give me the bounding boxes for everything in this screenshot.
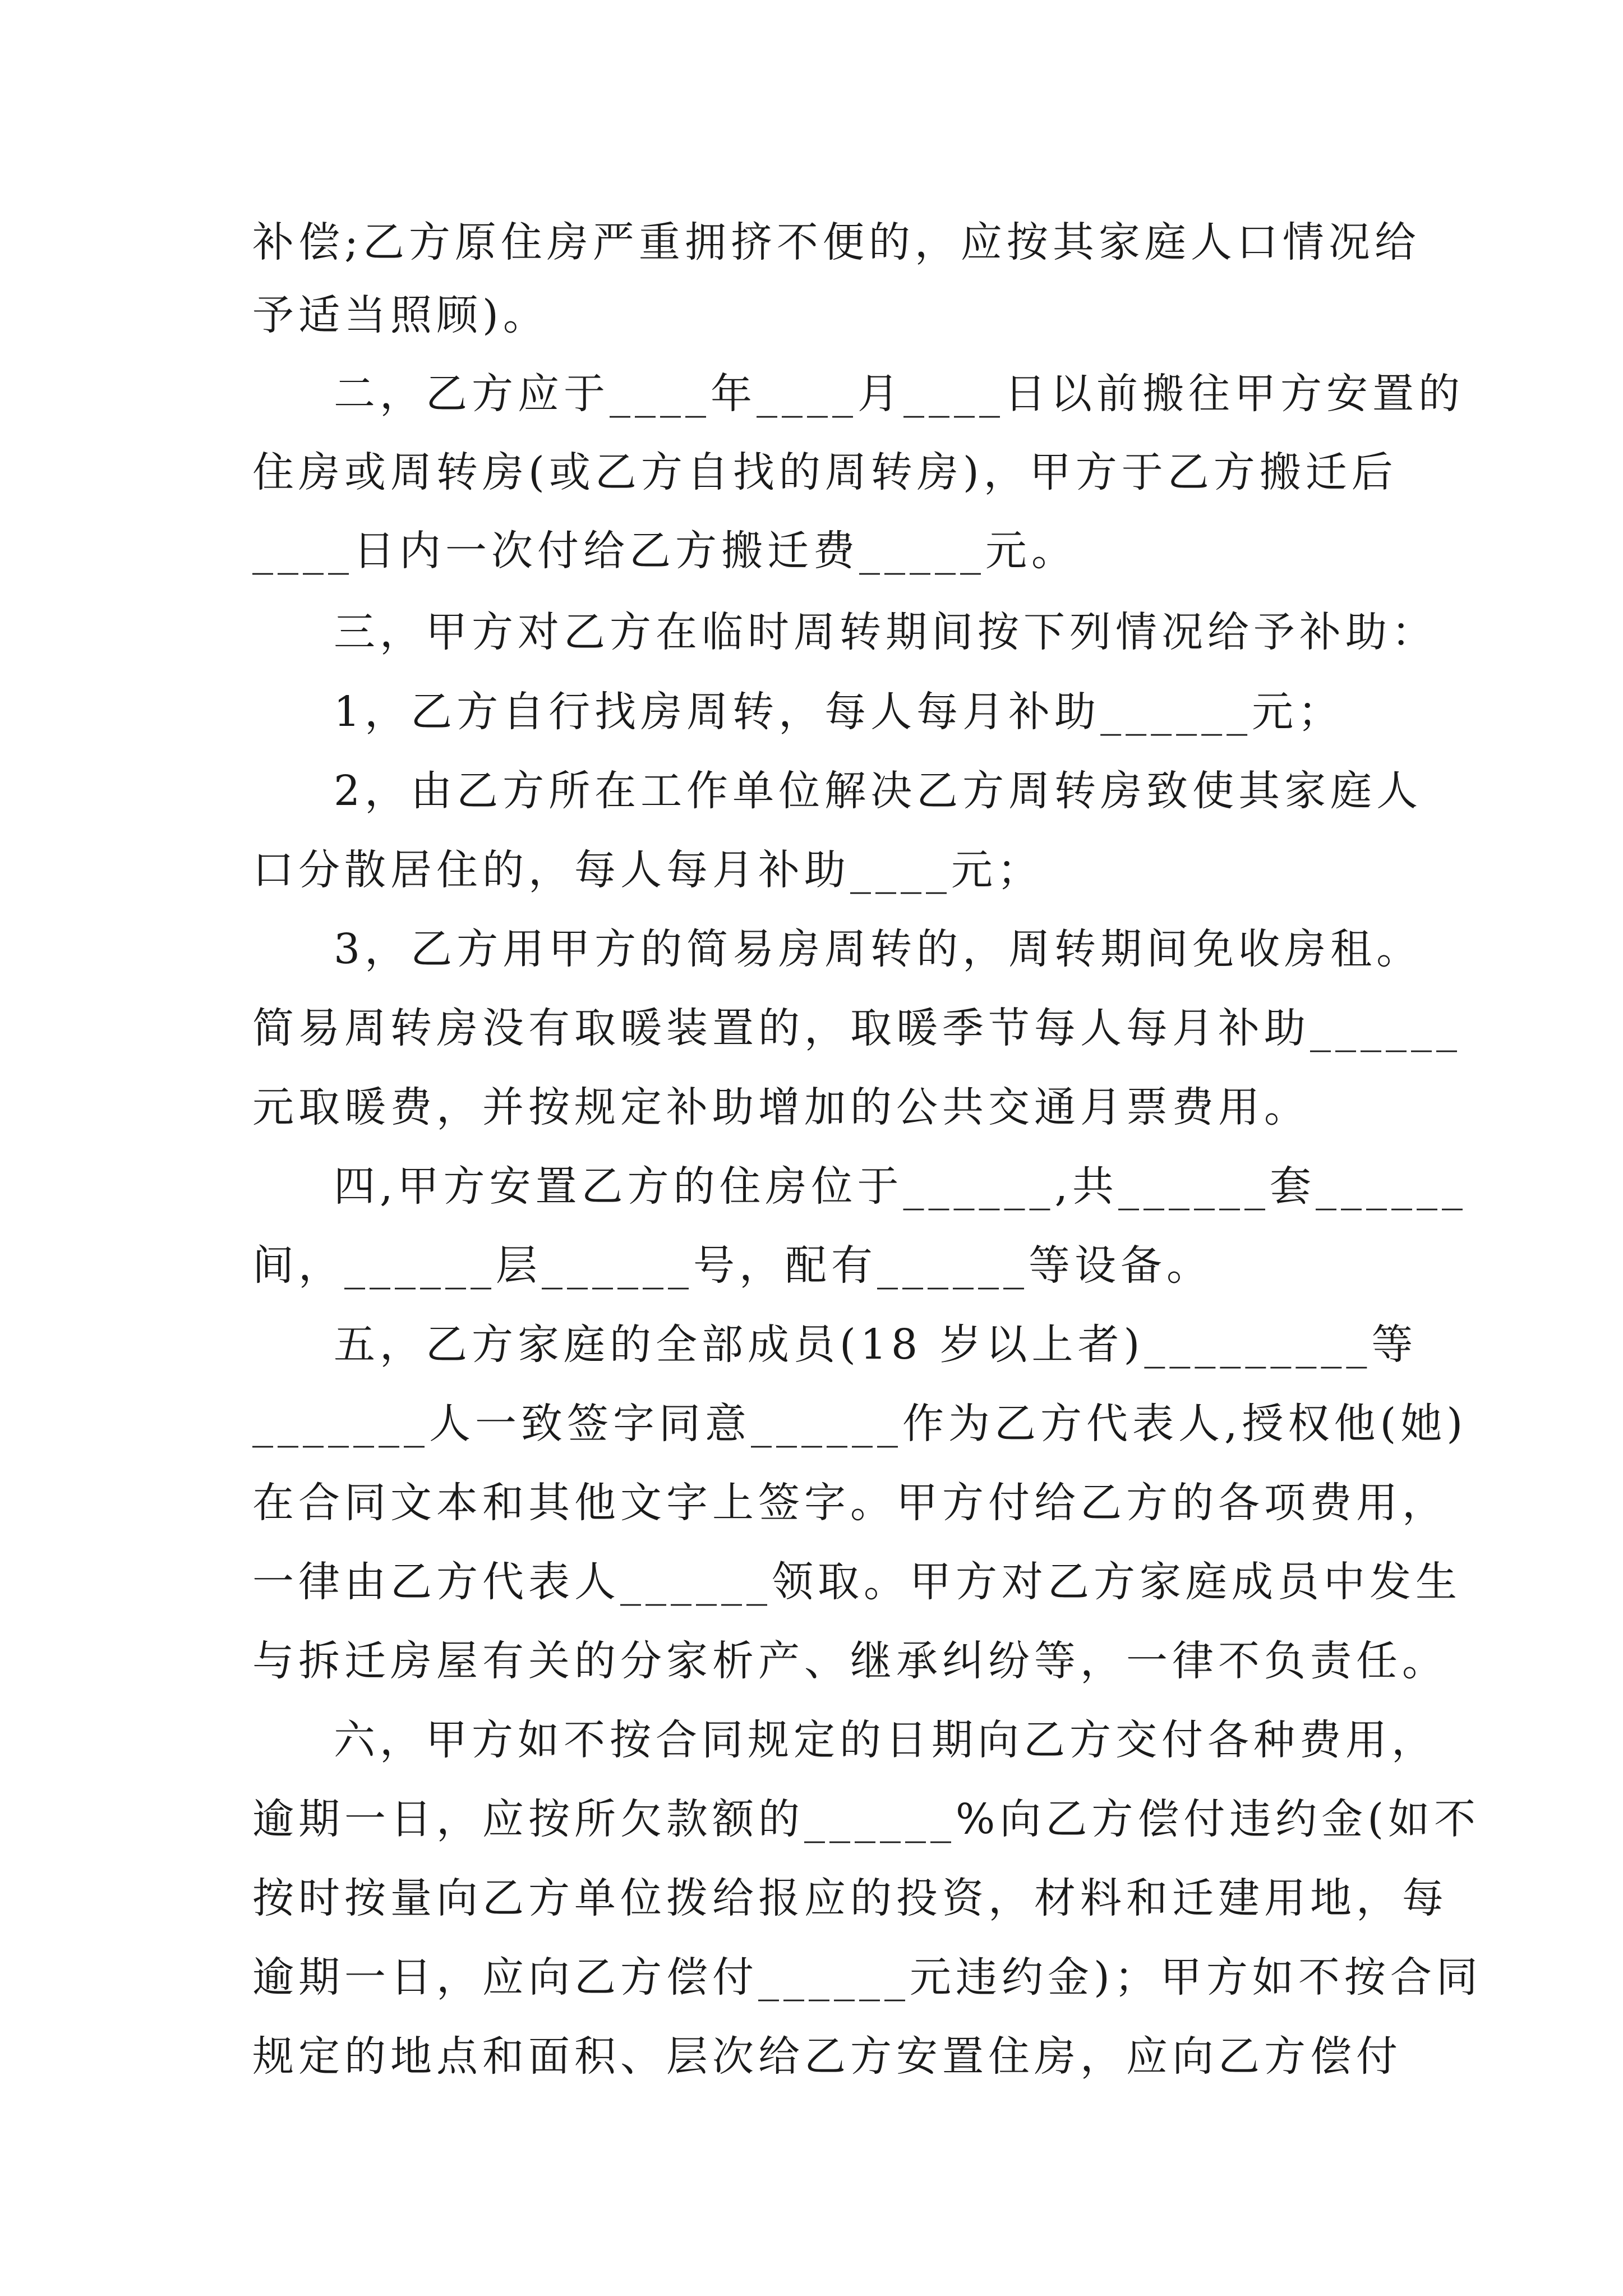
text-line: 简易周转房没有取暖装置的，取暖季节每人每月补助______ bbox=[252, 1004, 1461, 1052]
text-line: 四,甲方安置乙方的住房位于______,共______套______ bbox=[334, 1162, 1468, 1211]
text-line: 三，甲方对乙方在临时周转期间按下列情况给予补助： bbox=[334, 608, 1437, 656]
text-line: _______人一致签字同意______作为乙方代表人,授权他(她) bbox=[252, 1400, 1468, 1448]
text-line: 六，甲方如不按合同规定的日期向乙方交付各种费用， bbox=[334, 1716, 1437, 1764]
text-line: 逾期一日，应向乙方偿付______元违约金)；甲方如不按合同 bbox=[252, 1953, 1482, 2001]
text-line: 按时按量向乙方单位拨给报应的投资，材料和迁建用地，每 bbox=[252, 1874, 1448, 1922]
text-line: 逾期一日，应按所欠款额的______%向乙方偿付违约金(如不 bbox=[252, 1795, 1481, 1843]
text-line: 元取暖费，并按规定补助增加的公共交通月票费用。 bbox=[252, 1083, 1310, 1131]
text-line: 3，乙方用甲方的简易房周转的，周转期间免收房租。 bbox=[334, 925, 1423, 973]
text-line: 间，______层______号，配有______等设备。 bbox=[252, 1241, 1212, 1290]
text-line: ____日内一次付给乙方搬迁费_____元。 bbox=[252, 527, 1077, 575]
text-line: 补偿;乙方原住房严重拥挤不便的，应按其家庭人口情况给 bbox=[252, 218, 1421, 266]
text-line: 予适当照顾)。 bbox=[252, 291, 549, 339]
text-line: 在合同文本和其他文字上签字。甲方付给乙方的各项费用， bbox=[252, 1479, 1448, 1527]
text-line: 1，乙方自行找房周转，每人每月补助______元； bbox=[334, 688, 1344, 736]
text-line: 一律由乙方代表人______领取。甲方对乙方家庭成员中发生 bbox=[252, 1558, 1461, 1606]
text-line: 与拆迁房屋有关的分家析产、继承纠纷等，一律不负责任。 bbox=[252, 1637, 1448, 1685]
text-line: 2，由乙方所在工作单位解决乙方周转房致使其家庭人 bbox=[334, 767, 1423, 815]
text-line: 口分散居住的，每人每月补助____元； bbox=[252, 846, 1043, 894]
text-line: 二，乙方应于____年____月____日以前搬往甲方安置的 bbox=[334, 370, 1464, 418]
text-line: 住房或周转房(或乙方自找的周转房)，甲方于乙方搬迁后 bbox=[252, 448, 1398, 496]
text-line: 五，乙方家庭的全部成员(18 岁以上者)_________等 bbox=[334, 1320, 1418, 1369]
text-line: 规定的地点和面积、层次给乙方安置住房，应向乙方偿付 bbox=[252, 2032, 1402, 2081]
